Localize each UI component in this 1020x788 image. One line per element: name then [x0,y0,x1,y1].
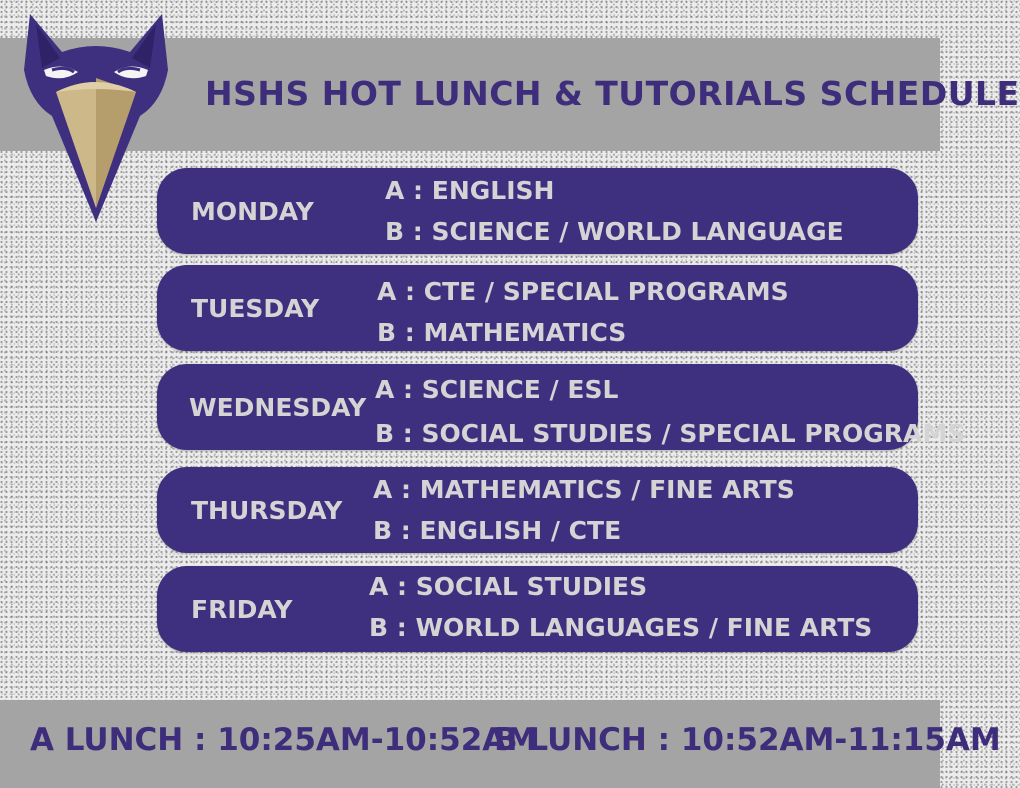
a-lunch-time: A LUNCH : 10:25AM-10:52AM [30,722,538,758]
day-name: WEDNESDAY [189,392,367,422]
slot-b: B : WORLD LANGUAGES / FINE ARTS [369,613,873,642]
slot-a: A : ENGLISH [385,176,555,205]
day-name: MONDAY [191,196,314,226]
slot-b: B : SCIENCE / WORLD LANGUAGE [385,217,844,246]
slot-b: B : SOCIAL STUDIES / SPECIAL PROGRAMS [375,419,966,448]
slot-a: A : MATHEMATICS / FINE ARTS [373,475,795,504]
slot-a: A : SCIENCE / ESL [375,375,619,404]
day-name: FRIDAY [191,594,293,624]
eagle-mascot-icon [22,12,170,224]
day-name: TUESDAY [191,293,320,323]
day-row-monday [157,168,918,254]
day-row-thursday [157,467,918,553]
b-lunch-time: B LUNCH : 10:52AM-11:15AM [494,722,1001,758]
day-row-tuesday [157,265,918,351]
slot-a: A : SOCIAL STUDIES [369,572,648,601]
slot-b: B : MATHEMATICS [377,318,627,347]
day-row-wednesday [157,364,966,450]
slot-b: B : ENGLISH / CTE [373,516,622,545]
day-name: THURSDAY [191,495,343,525]
day-row-friday [157,566,918,652]
slot-a: A : CTE / SPECIAL PROGRAMS [377,277,789,306]
page-title: HSHS HOT LUNCH & TUTORIALS SCHEDULE [205,74,1020,113]
